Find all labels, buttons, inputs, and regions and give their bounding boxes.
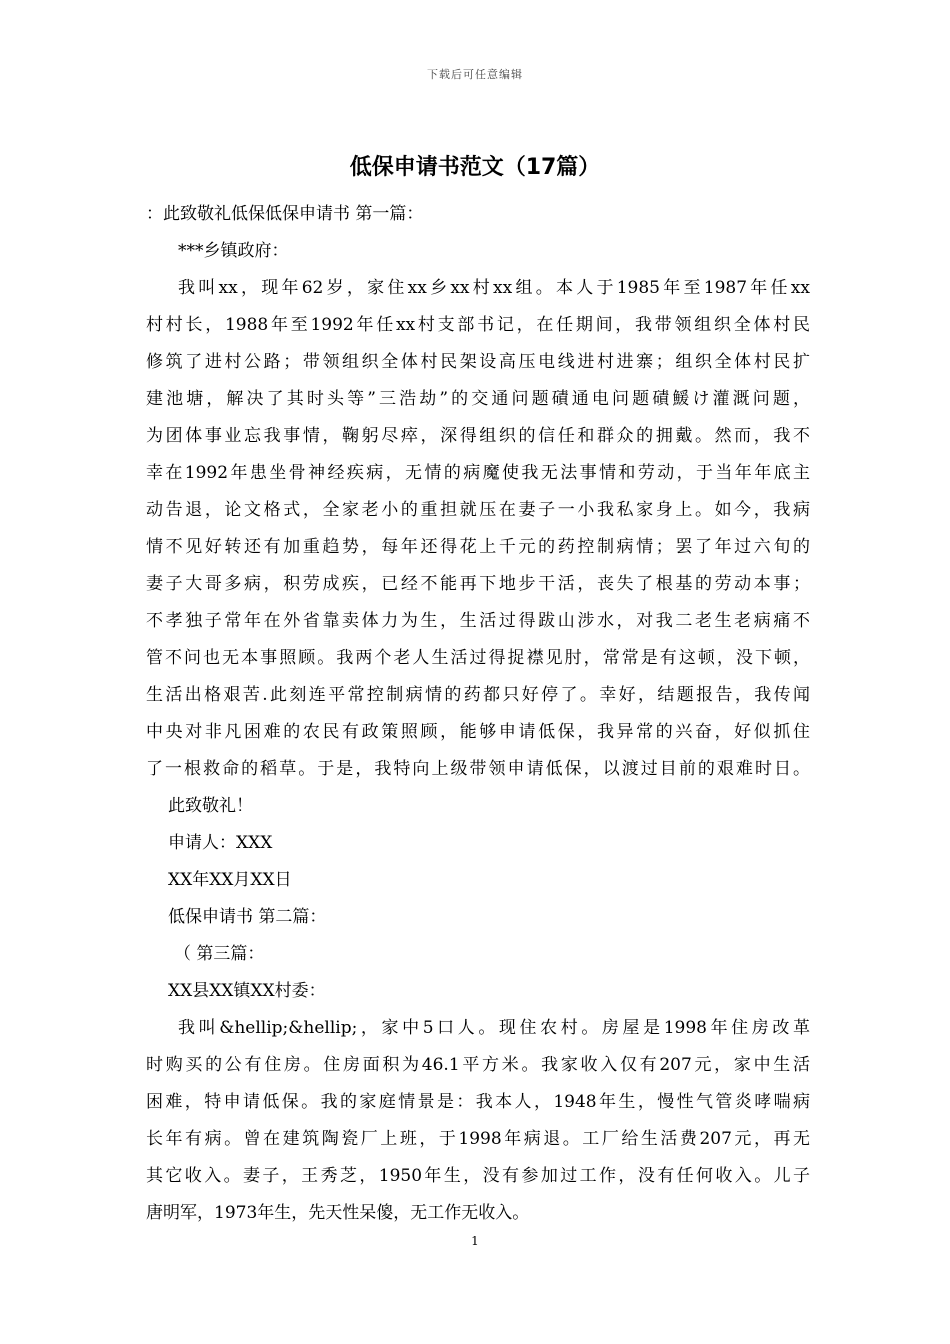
body-line-paragraph: 动告退，论文格式，全家老小的重担就压在妻子一小我私家身上。如今，我病 (146, 500, 810, 520)
body-line-intro: ：此致敬礼低保低保申请书 第一篇： (146, 204, 424, 224)
body-line-paragraph: 生活出格艰苦.此刻连平常控制病情的药都只好停了。幸好，结题报告，我传闻 (146, 685, 810, 705)
body-line-paragraph: 唐明军，1973年生，先天性呆傻，无工作无收入。 (146, 1203, 530, 1223)
body-line-paragraph: 长年有病。曾在建筑陶瓷厂上班，于1998年病退。工厂给生活费207元，再无 (146, 1129, 810, 1149)
body-line-paragraph: 妻子大哥多病，积劳成疾，已经不能再下地步干活，丧失了根基的劳动本事； (146, 574, 810, 594)
body-line-paragraph: 修筑了进村公路；带领组织全体村民架设高压电线进村进寨；组织全体村民扩 (146, 352, 810, 372)
body-line-paragraph: 我叫xx，现年62岁，家住xx乡xx村xx组。本人于1985年至1987年任xx (178, 278, 810, 298)
body-line-paragraph: 村村长，1988年至1992年任xx村支部书记，在任期间，我带领组织全体村民 (146, 315, 810, 335)
body-line-paragraph: 时购买的公有住房。住房面积为46.1平方米。我家收入仅有207元，家中生活 (146, 1055, 810, 1075)
body-line-paragraph: 困难，特申请低保。我的家庭情景是：我本人，1948年生，慢性气管炎哮喘病 (146, 1092, 810, 1112)
page-number: 1 (471, 1234, 479, 1248)
body-line-paragraph: 管不问也无本事照顾。我两个老人生活过得捉襟见肘，常常是有这顿，没下顿， (146, 648, 810, 668)
header-note: 下载后可任意编辑 (427, 68, 523, 81)
body-line-applicant: 申请人：XXX (168, 833, 273, 853)
body-line-paragraph: 为团体事业忘我事情，鞠躬尽瘁，深得组织的信任和群众的拥戴。然而，我不 (146, 426, 810, 446)
body-line-section-heading: （ 第三篇： (174, 944, 265, 964)
body-line-paragraph: 了一根救命的稻草。于是，我特向上级带领申请低保，以渡过目前的艰难时日。 (146, 759, 810, 779)
document-body (146, 196, 810, 1232)
body-line-paragraph: 不孝独子常年在外省靠卖体力为生，生活过得跋山涉水，对我二老生老病痛不 (146, 611, 810, 631)
body-line-closing: 此致敬礼！ (168, 796, 253, 816)
body-line-addressee: XX县XX镇XX村委： (168, 981, 326, 1001)
body-line-addressee: ***乡镇政府： (178, 241, 289, 261)
body-line-paragraph: 其它收入。妻子，王秀芝，1950年生，没有参加过工作，没有任何收入。儿子 (146, 1166, 810, 1186)
body-line-paragraph: 幸在1992年患坐骨神经疾病，无情的病魔使我无法事情和劳动，于当年年底主 (146, 463, 810, 483)
body-line-section-heading: 低保申请书 第二篇： (168, 907, 327, 927)
document-title: 低保申请书范文（17篇） (349, 155, 601, 180)
body-line-date: XX年XX月XX日 (168, 870, 292, 890)
body-line-paragraph: 情不见好转还有加重趋势，每年还得花上千元的药控制病情；罢了年过六旬的 (146, 537, 810, 557)
body-line-paragraph: 中央对非凡困难的农民有政策照顾，能够申请低保，我异常的兴奋，好似抓住 (146, 722, 810, 742)
body-line-paragraph: 我叫&hellip;&hellip;，家中5口人。现住农村。房屋是1998年住房改革 (178, 1018, 810, 1038)
body-line-paragraph: 建池塘，解决了其时头等”三浩劫”的交通问题磧通电问题磧鰀け灌溉问题， (146, 389, 810, 409)
